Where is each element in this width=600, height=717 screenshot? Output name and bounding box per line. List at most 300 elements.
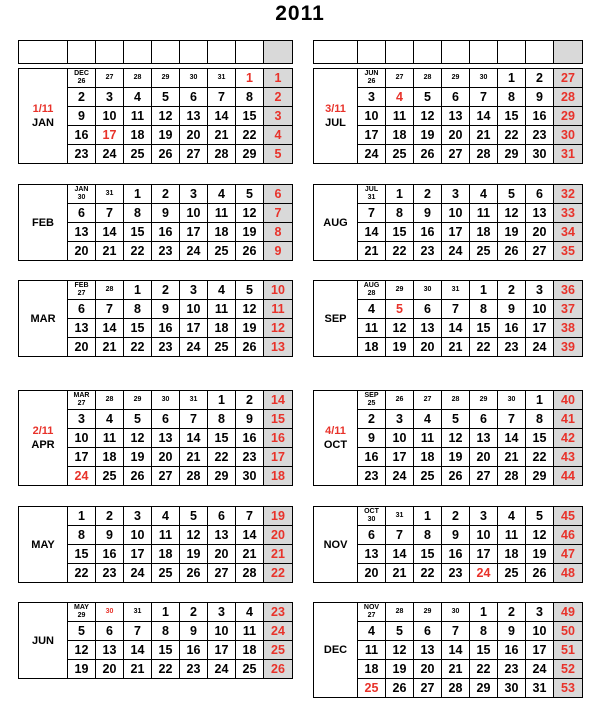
day-cell: 22 <box>236 126 264 145</box>
day-cell: 10 <box>96 107 124 126</box>
week-number: 13 <box>264 338 293 357</box>
day-cell: 21 <box>180 448 208 467</box>
day-cell: 28 <box>414 69 442 88</box>
day-cell: 16 <box>68 126 96 145</box>
day-cell: 17 <box>208 641 236 660</box>
day-cell: 20 <box>68 338 96 357</box>
header-day <box>442 41 470 64</box>
day-cell: 7 <box>96 204 124 223</box>
month-block-oct <box>313 390 583 486</box>
month-name: JAN <box>31 117 54 129</box>
week-number: 29 <box>554 107 583 126</box>
day-cell: 25 <box>470 242 498 261</box>
day-cell: 3 <box>180 185 208 204</box>
week-number: 34 <box>554 223 583 242</box>
day-cell: 14 <box>96 223 124 242</box>
quarter-label: 1/11 <box>32 103 54 115</box>
day-cell: 5 <box>236 185 264 204</box>
day-cell: 14 <box>470 107 498 126</box>
header-week-no <box>264 41 293 64</box>
day-cell: 14 <box>124 641 152 660</box>
day-cell: 5 <box>386 622 414 641</box>
day-cell: 2 <box>498 281 526 300</box>
day-cell: 9 <box>414 204 442 223</box>
day-cell: 25 <box>386 145 414 164</box>
day-cell: JUN 26 <box>358 69 386 88</box>
day-cell: 9 <box>498 622 526 641</box>
day-cell: 22 <box>470 338 498 357</box>
day-cell: 7 <box>208 88 236 107</box>
week-number: 22 <box>264 564 293 583</box>
week-number: 6 <box>264 185 293 204</box>
day-cell: 12 <box>498 204 526 223</box>
day-cell: 4 <box>208 281 236 300</box>
day-cell: 13 <box>96 641 124 660</box>
month-name: JUL <box>325 117 346 129</box>
week-number: 42 <box>554 429 583 448</box>
week-number: 41 <box>554 410 583 429</box>
day-cell: 14 <box>386 545 414 564</box>
day-cell: 10 <box>470 526 498 545</box>
day-cell: 20 <box>470 448 498 467</box>
month-label <box>314 507 358 583</box>
day-cell: 26 <box>386 679 414 698</box>
day-cell: 22 <box>414 564 442 583</box>
day-cell: 27 <box>386 69 414 88</box>
week-number: 48 <box>554 564 583 583</box>
week-number: 19 <box>264 507 293 526</box>
day-cell: 15 <box>68 545 96 564</box>
week-number: 1 <box>264 69 293 88</box>
day-cell: 5 <box>414 88 442 107</box>
week-row <box>19 391 293 410</box>
day-cell: 8 <box>208 410 236 429</box>
day-cell: 13 <box>414 319 442 338</box>
day-cell: 20 <box>180 126 208 145</box>
day-cell: 29 <box>498 145 526 164</box>
day-cell: 17 <box>358 126 386 145</box>
day-cell: 17 <box>470 545 498 564</box>
day-cell: 21 <box>498 448 526 467</box>
header-row-left <box>18 40 293 64</box>
day-cell: 10 <box>526 622 554 641</box>
day-cell: 2 <box>152 185 180 204</box>
week-number: 3 <box>264 107 293 126</box>
header-day <box>68 41 96 64</box>
month-label <box>19 281 68 357</box>
day-cell: 4 <box>358 300 386 319</box>
day-cell: 31 <box>526 679 554 698</box>
week-number: 11 <box>264 300 293 319</box>
day-cell: 6 <box>470 410 498 429</box>
week-row <box>19 507 293 526</box>
month-block-may <box>18 506 293 583</box>
week-number: 47 <box>554 545 583 564</box>
day-cell: 19 <box>386 660 414 679</box>
day-cell: 18 <box>124 126 152 145</box>
week-number: 16 <box>264 429 293 448</box>
day-cell: 18 <box>236 641 264 660</box>
week-row <box>314 507 583 526</box>
day-cell: 10 <box>180 204 208 223</box>
day-cell: 26 <box>236 338 264 357</box>
day-cell: 21 <box>96 242 124 261</box>
day-cell: 5 <box>498 185 526 204</box>
week-row <box>314 391 583 410</box>
week-number: 35 <box>554 242 583 261</box>
day-cell: 17 <box>526 641 554 660</box>
day-cell: 21 <box>470 126 498 145</box>
month-label <box>314 185 358 261</box>
day-cell: 17 <box>96 126 124 145</box>
month-block-nov <box>313 506 583 583</box>
day-cell: 3 <box>386 410 414 429</box>
day-cell: 26 <box>124 467 152 486</box>
day-cell: 29 <box>236 145 264 164</box>
day-cell: 24 <box>68 467 96 486</box>
day-cell: 21 <box>358 242 386 261</box>
day-cell: 23 <box>152 338 180 357</box>
month-name: NOV <box>323 538 348 551</box>
month-block-dec <box>313 602 583 698</box>
day-cell: 6 <box>442 88 470 107</box>
day-cell: 6 <box>96 622 124 641</box>
month-name: DEC <box>323 644 348 656</box>
day-cell: 24 <box>526 660 554 679</box>
day-cell: 24 <box>470 564 498 583</box>
month-block-jun <box>18 602 293 679</box>
month-name: APR <box>31 439 55 451</box>
day-cell: 23 <box>68 145 96 164</box>
week-number: 44 <box>554 467 583 486</box>
day-cell: 14 <box>442 319 470 338</box>
day-cell: 11 <box>236 622 264 641</box>
header-day <box>358 41 386 64</box>
day-cell: 29 <box>442 69 470 88</box>
day-cell: 11 <box>96 429 124 448</box>
month-label <box>19 391 68 486</box>
day-cell: 29 <box>470 391 498 410</box>
day-cell: 5 <box>386 300 414 319</box>
month-name: AUG <box>323 216 348 229</box>
week-number: 5 <box>264 145 293 164</box>
week-row <box>314 603 583 622</box>
day-cell: 7 <box>498 410 526 429</box>
week-number: 36 <box>554 281 583 300</box>
day-cell: 19 <box>236 319 264 338</box>
day-cell: 18 <box>470 223 498 242</box>
week-row <box>19 69 293 88</box>
day-cell: 14 <box>498 429 526 448</box>
day-cell: 30 <box>526 145 554 164</box>
month-label <box>19 69 68 164</box>
day-cell: 7 <box>358 204 386 223</box>
day-cell: 1 <box>124 281 152 300</box>
month-block-jan <box>18 68 293 164</box>
day-cell: 25 <box>96 467 124 486</box>
day-cell: 28 <box>470 145 498 164</box>
day-cell: 9 <box>152 300 180 319</box>
week-number: 30 <box>554 126 583 145</box>
day-cell: 28 <box>442 679 470 698</box>
day-cell: 11 <box>358 319 386 338</box>
day-cell: 5 <box>124 410 152 429</box>
day-cell: 31 <box>180 391 208 410</box>
month-block-sep <box>313 280 583 357</box>
day-cell: 11 <box>358 641 386 660</box>
day-cell: 7 <box>442 622 470 641</box>
day-cell: 12 <box>526 526 554 545</box>
day-cell: 1 <box>236 69 264 88</box>
day-cell: 22 <box>526 448 554 467</box>
day-cell: 9 <box>498 300 526 319</box>
day-cell: 4 <box>152 507 180 526</box>
day-cell: 17 <box>386 448 414 467</box>
day-cell: 2 <box>68 88 96 107</box>
week-number: 8 <box>264 223 293 242</box>
day-cell: 12 <box>236 300 264 319</box>
day-cell: 1 <box>208 391 236 410</box>
day-cell: 15 <box>208 429 236 448</box>
month-label <box>314 69 358 164</box>
day-cell: 11 <box>208 300 236 319</box>
day-cell: 1 <box>498 69 526 88</box>
day-cell: 1 <box>414 507 442 526</box>
month-label <box>19 603 68 679</box>
day-cell: 2 <box>358 410 386 429</box>
day-cell: 16 <box>498 319 526 338</box>
day-cell: 11 <box>386 107 414 126</box>
day-cell: 16 <box>152 319 180 338</box>
month-label <box>19 507 68 583</box>
day-cell: 27 <box>208 564 236 583</box>
day-cell: 26 <box>442 467 470 486</box>
day-cell: 23 <box>96 564 124 583</box>
day-cell: 23 <box>526 126 554 145</box>
day-cell: 24 <box>180 338 208 357</box>
day-cell: 20 <box>414 660 442 679</box>
day-cell: 27 <box>180 145 208 164</box>
day-cell: 5 <box>236 281 264 300</box>
day-cell: 14 <box>442 641 470 660</box>
day-cell: 26 <box>386 391 414 410</box>
day-cell: 14 <box>208 107 236 126</box>
week-number: 46 <box>554 526 583 545</box>
day-cell: 23 <box>414 242 442 261</box>
day-cell: 25 <box>236 660 264 679</box>
day-cell: 23 <box>180 660 208 679</box>
day-cell: 19 <box>526 545 554 564</box>
quarter-label: 4/11 <box>325 425 346 437</box>
day-cell: 30 <box>152 391 180 410</box>
day-cell: 28 <box>442 391 470 410</box>
day-cell: 8 <box>414 526 442 545</box>
day-cell: 18 <box>208 223 236 242</box>
day-cell: 9 <box>236 410 264 429</box>
day-cell: 4 <box>236 603 264 622</box>
week-number: 33 <box>554 204 583 223</box>
day-cell: MAY 29 <box>68 603 96 622</box>
header-row-right <box>313 40 583 64</box>
month-label <box>314 281 358 357</box>
day-cell: 13 <box>526 204 554 223</box>
day-cell: 22 <box>124 338 152 357</box>
day-cell: 31 <box>442 281 470 300</box>
day-cell: 29 <box>414 603 442 622</box>
day-cell: 30 <box>96 603 124 622</box>
day-cell: 25 <box>414 467 442 486</box>
day-cell: 22 <box>124 242 152 261</box>
day-cell: 6 <box>68 204 96 223</box>
day-cell: SEP 25 <box>358 391 386 410</box>
day-cell: 16 <box>358 448 386 467</box>
day-cell: 21 <box>442 660 470 679</box>
day-cell: 22 <box>498 126 526 145</box>
day-cell: 9 <box>152 204 180 223</box>
day-cell: 31 <box>208 69 236 88</box>
week-number: 7 <box>264 204 293 223</box>
month-name: FEB <box>32 216 54 229</box>
day-cell: 15 <box>498 107 526 126</box>
day-cell: 10 <box>124 526 152 545</box>
week-number: 15 <box>264 410 293 429</box>
day-cell: 15 <box>152 641 180 660</box>
week-number: 51 <box>554 641 583 660</box>
day-cell: 7 <box>386 526 414 545</box>
day-cell: 19 <box>386 338 414 357</box>
day-cell: 17 <box>68 448 96 467</box>
week-number: 43 <box>554 448 583 467</box>
day-cell: 18 <box>96 448 124 467</box>
day-cell: 3 <box>124 507 152 526</box>
day-cell: 25 <box>358 679 386 698</box>
day-cell: 8 <box>470 300 498 319</box>
day-cell: 31 <box>96 185 124 204</box>
day-cell: 16 <box>96 545 124 564</box>
day-cell: 25 <box>208 242 236 261</box>
day-cell: 21 <box>208 126 236 145</box>
day-cell: 20 <box>526 223 554 242</box>
day-cell: 19 <box>152 126 180 145</box>
day-cell: 12 <box>124 429 152 448</box>
day-cell: 26 <box>236 242 264 261</box>
day-cell: 10 <box>68 429 96 448</box>
day-cell: OCT 30 <box>358 507 386 526</box>
day-cell: 22 <box>208 448 236 467</box>
day-cell: 6 <box>414 300 442 319</box>
day-cell: 13 <box>180 107 208 126</box>
day-cell: 22 <box>470 660 498 679</box>
week-number: 50 <box>554 622 583 641</box>
day-cell: 10 <box>386 429 414 448</box>
week-number: 21 <box>264 545 293 564</box>
day-cell: 7 <box>442 300 470 319</box>
day-cell: 19 <box>442 448 470 467</box>
week-number: 26 <box>264 660 293 679</box>
header-week-no <box>554 41 583 64</box>
day-cell: 9 <box>358 429 386 448</box>
day-cell: 15 <box>236 107 264 126</box>
day-cell: 17 <box>180 319 208 338</box>
day-cell: 30 <box>442 603 470 622</box>
day-cell: 14 <box>236 526 264 545</box>
week-number: 28 <box>554 88 583 107</box>
day-cell: 4 <box>208 185 236 204</box>
day-cell: 23 <box>236 448 264 467</box>
day-cell: 9 <box>526 88 554 107</box>
day-cell: 2 <box>236 391 264 410</box>
day-cell: 8 <box>236 88 264 107</box>
day-cell: 12 <box>152 107 180 126</box>
day-cell: 17 <box>526 319 554 338</box>
day-cell: 5 <box>180 507 208 526</box>
day-cell: 28 <box>208 145 236 164</box>
day-cell: 1 <box>470 603 498 622</box>
day-cell: JUL 31 <box>358 185 386 204</box>
day-cell: 20 <box>358 564 386 583</box>
day-cell: 12 <box>180 526 208 545</box>
day-cell: 28 <box>236 564 264 583</box>
day-cell: 6 <box>208 507 236 526</box>
day-cell: 25 <box>152 564 180 583</box>
day-cell: 10 <box>180 300 208 319</box>
day-cell: 16 <box>236 429 264 448</box>
day-cell: 8 <box>124 300 152 319</box>
day-cell: 24 <box>526 338 554 357</box>
month-block-feb <box>18 184 293 261</box>
day-cell: 30 <box>498 679 526 698</box>
day-cell: MAR 27 <box>68 391 96 410</box>
day-cell: 29 <box>386 281 414 300</box>
day-cell: 18 <box>358 338 386 357</box>
day-cell: 9 <box>442 526 470 545</box>
day-cell: 3 <box>180 281 208 300</box>
week-row <box>19 603 293 622</box>
day-cell: 23 <box>442 564 470 583</box>
day-cell: 18 <box>414 448 442 467</box>
day-cell: 26 <box>152 145 180 164</box>
day-cell: 8 <box>470 622 498 641</box>
day-cell: 31 <box>124 603 152 622</box>
month-block-apr <box>18 390 293 486</box>
day-cell: 13 <box>358 545 386 564</box>
day-cell: 23 <box>498 338 526 357</box>
day-cell: 30 <box>236 467 264 486</box>
day-cell: 24 <box>180 242 208 261</box>
day-cell: 18 <box>498 545 526 564</box>
day-cell: 4 <box>358 622 386 641</box>
day-cell: 3 <box>208 603 236 622</box>
day-cell: 1 <box>470 281 498 300</box>
day-cell: 27 <box>442 145 470 164</box>
week-row <box>19 185 293 204</box>
day-cell: 10 <box>358 107 386 126</box>
header-day <box>498 41 526 64</box>
week-number: 17 <box>264 448 293 467</box>
week-number: 2 <box>264 88 293 107</box>
month-block-aug <box>313 184 583 261</box>
day-cell: 13 <box>414 641 442 660</box>
day-cell: 23 <box>498 660 526 679</box>
day-cell: 8 <box>386 204 414 223</box>
day-cell: 6 <box>526 185 554 204</box>
week-row <box>19 281 293 300</box>
week-number: 52 <box>554 660 583 679</box>
day-cell: 24 <box>124 564 152 583</box>
day-cell: 7 <box>470 88 498 107</box>
header-day <box>470 41 498 64</box>
day-cell: 26 <box>526 564 554 583</box>
